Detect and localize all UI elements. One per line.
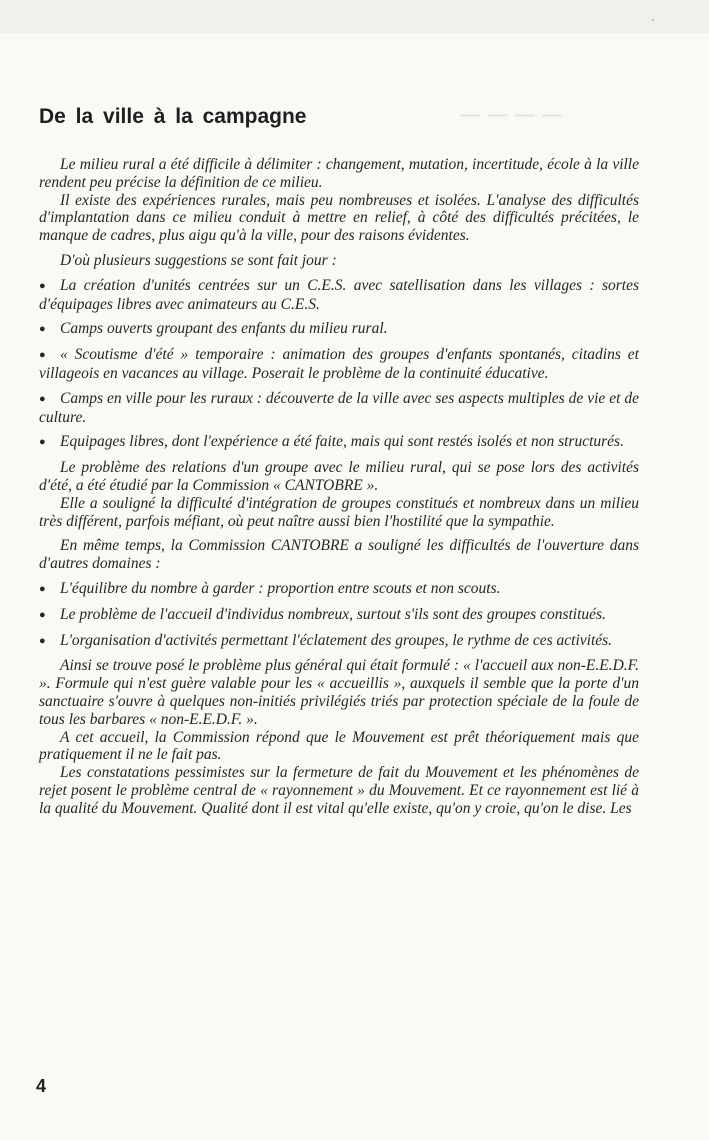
section-heading: De la ville à la campagne xyxy=(39,105,307,128)
paragraph: A cet accueil, la Commission répond que le Mouvement est prêt théoriquement mais que pratiquement il ne le fait pas. xyxy=(39,728,639,764)
bullet-item: ● Le problème de l'accueil d'individus nombreux, surtout s'ils sont des groupes constitués. xyxy=(39,606,639,625)
page-number: 4 xyxy=(36,1076,47,1096)
bullet-item: ● Equipages libres, dont l'expérience a été faite, mais qui sont restés isolés et non structurés. xyxy=(39,433,639,452)
scan-speck xyxy=(652,19,654,21)
article-body xyxy=(39,104,639,818)
bullet-item: ● Camps en ville pour les ruraux : découverte de la ville avec ses aspects multiples de vie et de culture. xyxy=(39,390,639,427)
show-through-text: — — — — xyxy=(460,104,564,126)
paragraph: Elle a souligné la difficulté d'intégration de groupes constitués et nombreux dans un milieu très différent, parfois méfiant, où peut naître aussi bien l'hostilité que la sympathie. xyxy=(39,494,639,530)
paragraph: Ainsi se trouve posé le problème plus général qui était formulé : « l'accueil aux non-E.E.D.F. ». Formule qui n'est guère valable pour les « accueillis », auxquels il semble que la porte d'un sanctuaire s'ouvre à quelques non-initiés privilégiés triés par protection spéciale de la foule de tous les barbares « non-E.E.D.F. ». xyxy=(39,657,639,728)
bullet-item: ● L'organisation d'activités permettant l'éclatement des groupes, le rythme de ces activités. xyxy=(39,632,639,651)
paragraph: Le problème des relations d'un groupe avec le milieu rural, qui se pose lors des activités d'été, a été étudié par la Commission « CANTOBRE ». xyxy=(39,459,639,494)
bullet-item: ● « Scoutisme d'été » temporaire : animation des groupes d'enfants spontanés, citadins et villageois en vacances au village. Poserait le problème de la continuité éducative. xyxy=(39,346,639,383)
paragraph: Le milieu rural a été difficile à délimiter : changement, mutation, incertitude, école à la ville rendent peu précise la définition de ce milieu. xyxy=(39,156,639,191)
paragraph: D'où plusieurs suggestions se sont fait jour : xyxy=(60,251,337,269)
paragraph: Il existe des expériences rurales, mais peu nombreuses et isolées. L'analyse des difficultés d'implantation dans ce milieu conduit à mettre en relief, à côté des difficultés précitées, le manque de cadres, plus aigu qu'à la ville, pour des raisons évidentes. xyxy=(39,191,639,245)
bullet-item: ● La création d'unités centrées sur un C.E.S. avec satellisation dans les villages : sortes d'équipages libres avec animateurs au C.E.S. xyxy=(39,277,639,314)
paragraph: Les constatations pessimistes sur la fermeture de fait du Mouvement et les phénomènes de rejet posent le problème central de « rayonnement » du Mouvement. Et ce rayonnement est lié à la qualité du Mouvement. Qualité dont il est vital qu'elle existe, qu'on y croie, qu'on le dise. Les xyxy=(39,764,639,817)
bullet-item: ● Camps ouverts groupant des enfants du milieu rural. xyxy=(39,320,639,339)
scan-margin xyxy=(0,0,709,33)
paragraph: En même temps, la Commission CANTOBRE a souligné les difficultés de l'ouverture dans d'autres domaines : xyxy=(39,537,639,573)
bullet-item: ● L'équilibre du nombre à garder : proportion entre scouts et non scouts. xyxy=(39,580,639,599)
